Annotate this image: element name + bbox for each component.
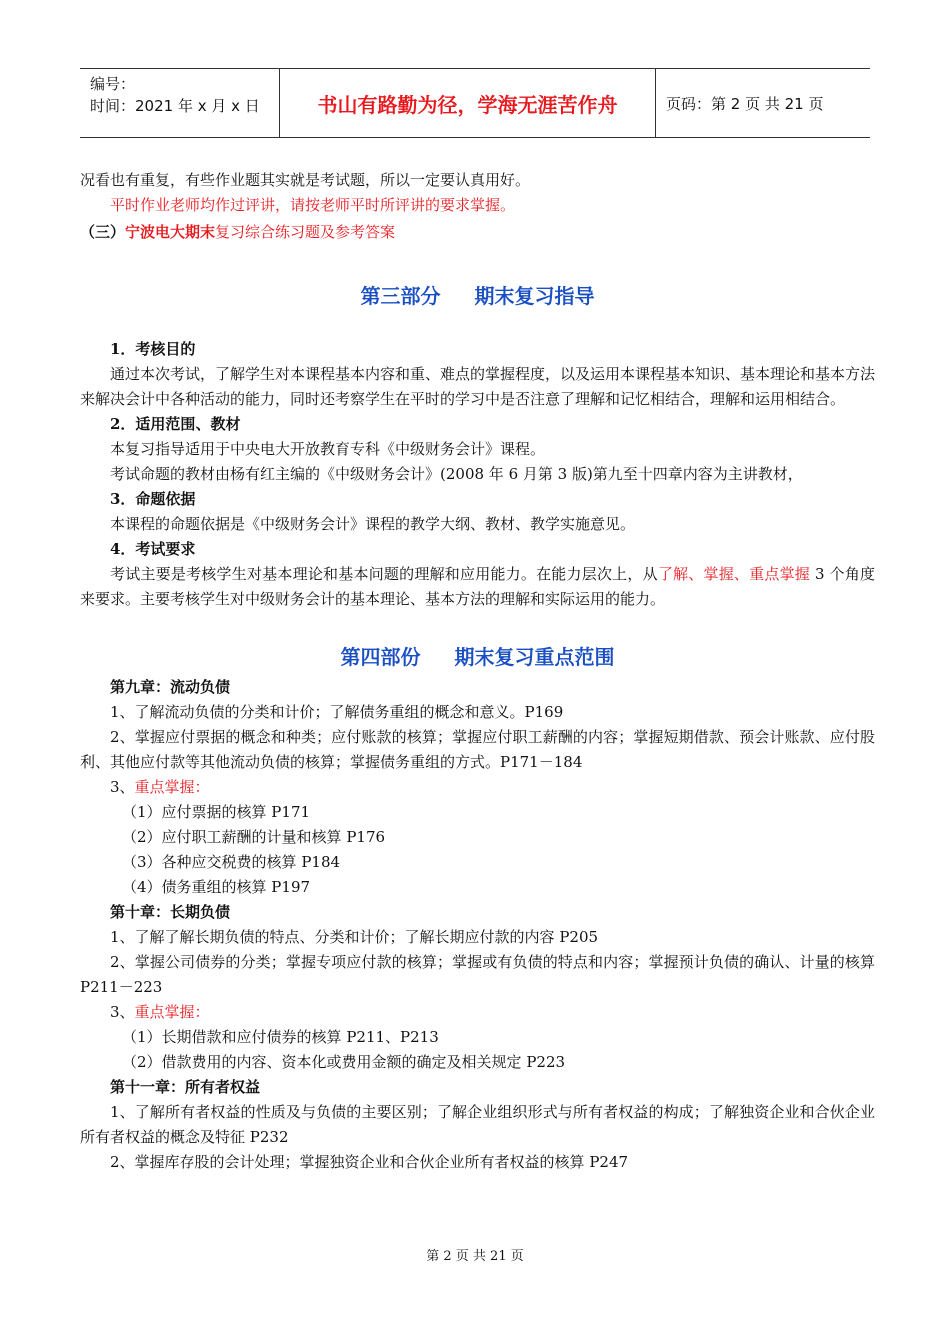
chapter-10-item-1: 1、了解了解长期负债的特点、分类和计价；了解长期应付款的内容 P205	[110, 928, 599, 946]
section-4-text-a: 考试主要是考核学生对基本理论和基本问题的理解和应用能力。在能力层次上，从	[110, 565, 658, 583]
chapter-9-item-3-red: 重点掌握：	[134, 778, 210, 796]
chapter-10-item-3-num: 3、	[110, 1003, 135, 1021]
serial-label: 编号：	[90, 75, 136, 93]
intro-line-3	[80, 220, 875, 245]
section-4-text	[80, 562, 875, 612]
header-page-info: 页码：第 2 页 共 21 页	[666, 94, 824, 113]
section-1-text: 通过本次考试，了解学生对本课程基本内容和重、难点的掌握程度，以及运用本课程基本知识、基本理论和基本方法来解决会计中各种活动的能力，同时还考察学生在平时的学习中是否注意了理解和记忆相结合，理解和运用相结合。	[80, 365, 876, 408]
chapter-9-sub-2: （2）应付职工薪酬的计量和核算 P176	[122, 828, 386, 846]
chapter-10-title: 第十章：长期负债	[110, 903, 231, 921]
section-2-title: 2．适用范围、教材	[110, 415, 241, 433]
intro-line-3-prefix: （三）	[80, 223, 126, 241]
chapter-11-item-2: 2、掌握库存股的会计处理；掌握独资企业和合伙企业所有者权益的核算 P247	[110, 1153, 629, 1171]
chapter-9-item-1: 1、了解流动负债的分类和计价；了解债务重组的概念和意义。P169	[110, 703, 564, 721]
intro-line-3-red: 宁波电大期末	[125, 223, 216, 241]
part4-title-a: 第四部份	[340, 645, 421, 669]
part3-title-a: 第三部分	[360, 284, 441, 308]
section-2-text-2: 考试命题的教材由杨有红主编的《中级财务会计》(2008 年 6 月第 3 版)第九至十四章内容为主讲教材，	[110, 465, 803, 483]
header-meta	[80, 69, 280, 137]
section-3-text: 本课程的命题依据是《中级财务会计》课程的教学大纲、教材、教学实施意见。	[110, 515, 636, 533]
part3-title-b: 期末复习指导	[474, 284, 595, 308]
header-motto: 书山有路勤为径，学海无涯苦作舟	[280, 69, 656, 137]
chapter-9-item-3	[80, 775, 875, 800]
section-4-title: 4．考试要求	[110, 540, 196, 558]
page-header	[80, 68, 870, 138]
chapter-11-title: 第十一章：所有者权益	[110, 1078, 261, 1096]
chapter-9-item-3-num: 3、	[110, 778, 135, 796]
chapter-9-sub-4: （4）债务重组的核算 P197	[122, 878, 311, 896]
section-4-text-red: 了解、掌握、重点掌握	[657, 565, 811, 583]
document-body	[80, 168, 875, 1175]
chapter-11-item-1: 1、了解所有者权益的性质及与负债的主要区别；了解企业组织形式与所有者权益的构成；了解独资企业和合伙企业所有者权益的概念及特征 P232	[80, 1103, 875, 1146]
page-footer: 第 2 页 共 21 页	[426, 1249, 524, 1264]
intro-line-1: 况看也有重复，有些作业题其实就是考试题，所以一定要认真用好。	[80, 171, 531, 189]
chapter-10-item-3-red: 重点掌握：	[134, 1003, 210, 1021]
chapter-9-item-2: 2、掌握应付票据的概念和种类；应付账款的核算；掌握应付职工薪酬的内容；掌握短期借款、预会计账款、应付股利、其他应付款等其他流动负债的核算；掌握债务重组的方式。P171－184	[80, 728, 875, 771]
intro-line-2: 平时作业老师均作过评讲，请按老师平时所评讲的要求掌握。	[110, 196, 516, 214]
part4-body	[80, 675, 875, 1175]
chapter-10-item-2: 2、掌握公司债券的分类；掌握专项应付款的核算；掌握或有负债的特点和内容；掌握预计负债的确认、计量的核算 P211－223	[80, 953, 875, 996]
chapter-10-item-3	[80, 1000, 875, 1025]
section-2-text-1: 本复习指导适用于中央电大开放教育专科《中级财务会计》课程。	[110, 440, 546, 458]
part3-body	[80, 337, 875, 612]
part4-heading	[80, 642, 875, 672]
intro-line-3-suffix: 复习综合练习题及参考答案	[215, 223, 396, 241]
chapter-9-sub-1: （1）应付票据的核算 P171	[122, 803, 311, 821]
part4-title-b: 期末复习重点范围	[454, 645, 615, 669]
section-4-text-b: 3 个角度来要求。主要考核学生对中级财务会计的基本理论、基本方法的理解和实际运用的能力。	[80, 565, 875, 608]
chapter-10-sub-1: （1）长期借款和应付债券的核算 P211、P213	[122, 1028, 439, 1046]
chapter-10-sub-2: （2）借款费用的内容、资本化或费用金额的确定及相关规定 P223	[122, 1053, 566, 1071]
part3-heading	[80, 281, 875, 311]
section-3-title: 3．命题依据	[110, 490, 196, 508]
chapter-9-title: 第九章：流动负债	[110, 678, 231, 696]
date-label: 时间：2021 年 x 月 x 日	[90, 97, 260, 115]
chapter-9-sub-3: （3）各种应交税费的核算 P184	[122, 853, 341, 871]
section-1-title: 1．考核目的	[110, 340, 196, 358]
